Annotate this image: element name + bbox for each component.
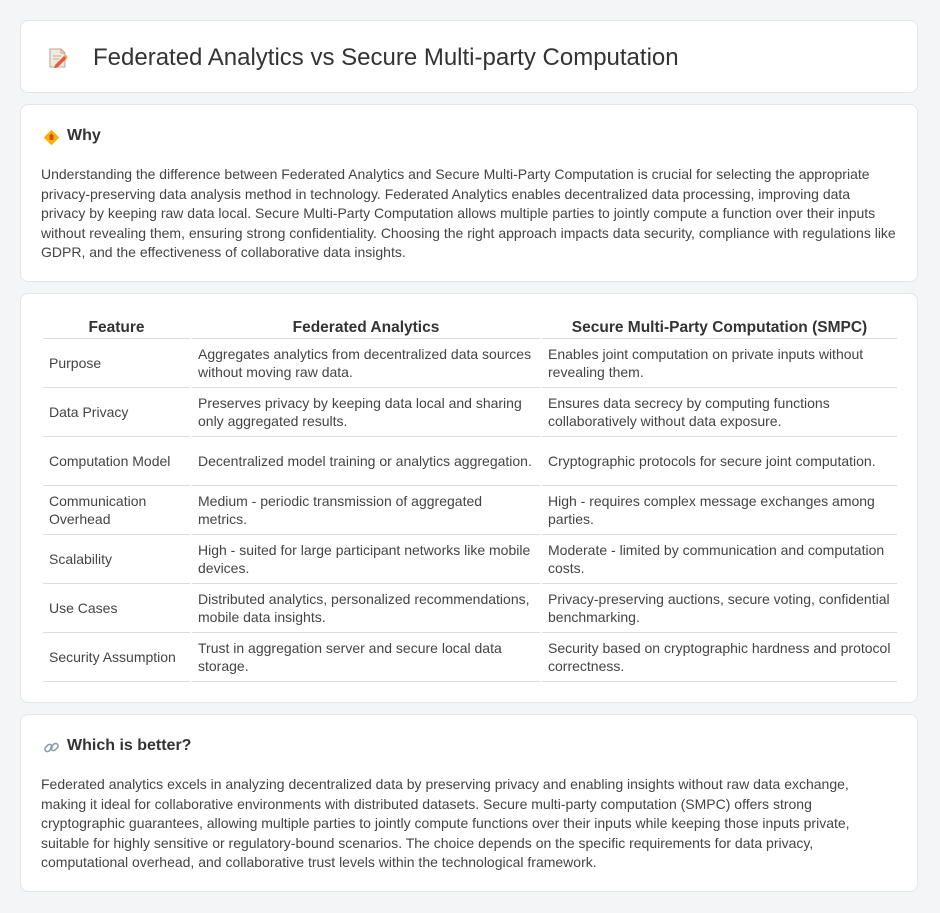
why-section <box>20 104 918 282</box>
feature-cell: Scalability <box>43 535 190 584</box>
table-row <box>43 486 897 535</box>
comparison-section <box>20 293 918 703</box>
table-row <box>43 437 897 486</box>
federated-cell: Distributed analytics, personalized recommendations, mobile data insights. <box>192 584 540 633</box>
feature-cell: Data Privacy <box>43 388 190 437</box>
feature-cell: Security Assumption <box>43 633 190 682</box>
table-row <box>43 633 897 682</box>
diamond-signal-icon <box>43 129 60 146</box>
header-feature: Feature <box>43 316 190 339</box>
which-is-better-title: Which is better? <box>67 737 192 754</box>
link-icon <box>43 739 60 756</box>
federated-cell: Decentralized model training or analytics aggregation. <box>192 437 540 486</box>
why-title: Why <box>67 127 101 144</box>
feature-cell: Purpose <box>43 339 190 388</box>
which-is-better-section <box>20 714 918 892</box>
table-row <box>43 535 897 584</box>
comparison-table <box>41 316 899 682</box>
smpc-cell: Security based on cryptographic hardness and protocol correctness. <box>542 633 897 682</box>
page-title: Federated Analytics vs Secure Multi-party Computation <box>93 44 679 71</box>
feature-cell: Computation Model <box>43 437 190 486</box>
smpc-cell: Moderate - limited by communication and computation costs. <box>542 535 897 584</box>
smpc-cell: Enables joint computation on private inputs without revealing them. <box>542 339 897 388</box>
feature-cell: Use Cases <box>43 584 190 633</box>
header-smpc: Secure Multi-Party Computation (SMPC) <box>542 316 897 339</box>
table-row <box>43 584 897 633</box>
smpc-cell: High - requires complex message exchanges among parties. <box>542 486 897 535</box>
federated-cell: Aggregates analytics from decentralized data sources without moving raw data. <box>192 339 540 388</box>
smpc-cell: Cryptographic protocols for secure joint computation. <box>542 437 897 486</box>
title-card <box>20 20 918 93</box>
federated-cell: Medium - periodic transmission of aggregated metrics. <box>192 486 540 535</box>
table-row <box>43 388 897 437</box>
which-is-better-text: Federated analytics excels in analyzing decentralized data by preserving privacy and enabling insights without raw data exchange, making it ideal for collaborative environments with distributed datasets. Secure multi-party computation (SMPC) offers strong cryptographic guarantees, allowing multiple parties to jointly compute functions over their inputs while keeping those inputs private, suitable for highly sensitive or regulatory-bound scenarios. The choice depends on the specific requirements for data privacy, computational overhead, and collaborative trust levels within the technological framework. <box>41 776 850 871</box>
federated-cell: Preserves privacy by keeping data local and sharing only aggregated results. <box>192 388 540 437</box>
smpc-cell: Privacy-preserving auctions, secure voting, confidential benchmarking. <box>542 584 897 633</box>
smpc-cell: Ensures data secrecy by computing functions collaboratively without data exposure. <box>542 388 897 437</box>
table-header-row <box>43 316 897 339</box>
federated-cell: Trust in aggregation server and secure local data storage. <box>192 633 540 682</box>
why-text: Understanding the difference between Federated Analytics and Secure Multi-Party Computation is crucial for selecting the appropriate privacy-preserving data analysis method in technology. Federated Analytics enables decentralized data processing, improving data privacy by keeping raw data local. Secure Multi-Party Computation allows multiple parties to jointly compute a function over their inputs without revealing them, ensuring strong confidentiality. Choosing the right approach impacts data security, compliance with regulations like GDPR, and the effectiveness of collaborative data insights. <box>41 166 896 261</box>
feature-cell: Communication Overhead <box>43 486 190 535</box>
edit-document-icon <box>47 47 69 69</box>
table-row <box>43 339 897 388</box>
header-federated-analytics: Federated Analytics <box>192 316 540 339</box>
federated-cell: High - suited for large participant networks like mobile devices. <box>192 535 540 584</box>
